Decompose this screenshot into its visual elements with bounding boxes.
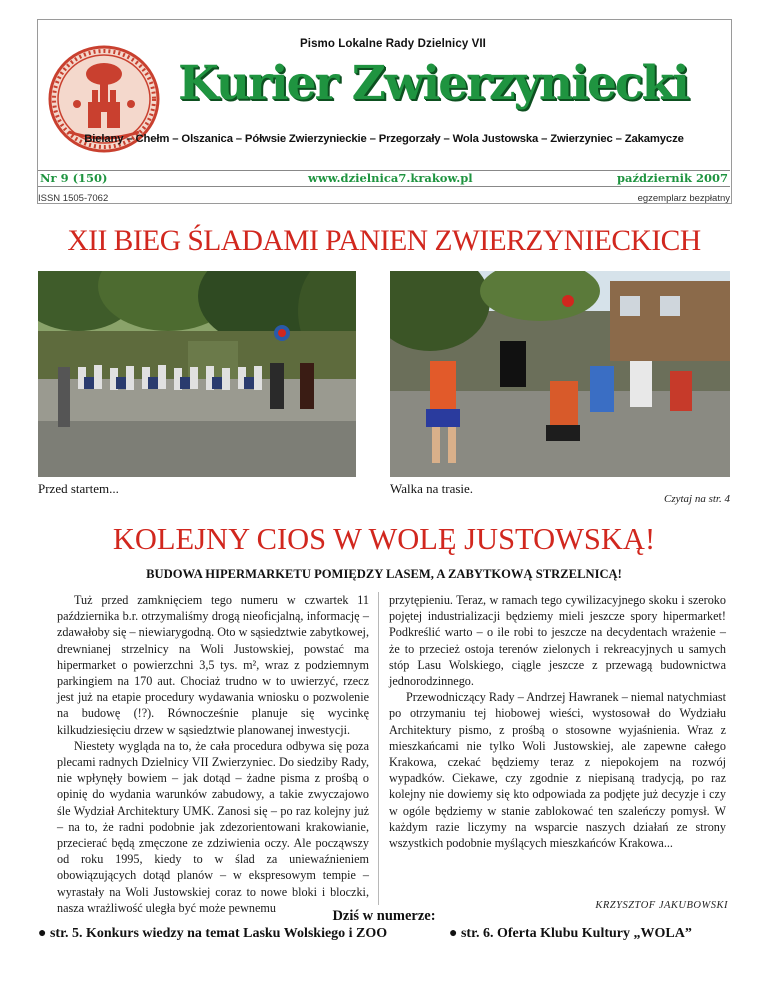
photo-running-race: [390, 271, 730, 477]
caption-right: Walka na trasie.: [390, 481, 474, 496]
issue-number: Nr 9 (150): [40, 171, 108, 185]
story1-headline: XII BIEG ŚLADAMI PANIEN ZWIERZYNIECKICH: [67, 225, 701, 257]
issue-info-bar: [38, 170, 730, 187]
masthead-title: Kurier Zwierzyniecki: [178, 56, 688, 111]
in-this-issue-item-2[interactable]: ● str. 6. Oferta Klubu Kultury „WOLA”: [449, 926, 692, 941]
free-copy-note: egzemplarz bezpłatny: [637, 193, 730, 204]
issue-date: październik 2007: [616, 171, 728, 185]
story2-headline: KOLEJNY CIOS W WOLĘ JUSTOWSKĄ!: [112, 522, 656, 556]
in-this-issue: [0, 908, 768, 948]
story2-subhead: BUDOWA HIPERMARKETU POMIĘDZY LASEM, A ZABYTKOWĄ STRZELNICĄ!: [146, 567, 622, 581]
paragraph: Tuż przed zamknięciem tego numeru w czwartek 11 października b.r. otrzymaliśmy drogą nieoficjalną, informację – zdawałoby się – niewiarygodną. Oto w sąsiedztwie zabytkowej, drewnianej strzelnicy na Woli Justowskiej, powstać ma hipermarket o powierzchni 3,5 tys. m², wraz z podziemnym parkingiem na 170 aut. Chociaż trudno w to uwierzyć, rzecz jest już na etapie procedury wydawania wniosku o pozwolenie na budowę (!?). Równocześnie planuje się wycinkę kilkudziesięciu drzew w sąsiedztwie planowanej inwestycji.: [57, 593, 369, 737]
column-divider: [378, 592, 379, 905]
article-column-2: [389, 592, 726, 851]
photo-before-start: [38, 271, 356, 477]
author-byline: KRZYSZTOF JAKUBOWSKI: [595, 900, 728, 911]
districts-list: Bielany – Chełm – Olszanica – Półwsie Zwierzynieckie – Przegorzały – Wola Justowska – Zwierzyniec – Zakamycze: [84, 133, 684, 145]
article-column-1: [57, 592, 369, 916]
in-this-issue-title: Dziś w numerze:: [332, 908, 436, 924]
tagline: Pismo Lokalne Rady Dzielnicy VII: [300, 38, 486, 50]
caption-left: Przed startem...: [38, 481, 119, 496]
website-link[interactable]: www.dzielnica7.krakow.pl: [308, 171, 473, 185]
paragraph: Przewodniczący Rady – Andrzej Hawranek – niemal natychmiast po otrzymaniu tej hiobowej wieści, wystosował do Wydziału Architektury pismo, z prośbą o stosowne wyjaśnienia. Wraz z mieszkańcami nie tylko Woli Justowskiej, ale zapewne całego Krakowa, czekać będziemy teraz z niepokojem na rozwój wypadków. Ciekawe, czy zgodnie z niepisaną tradycją, po raz kolejny nie dowiemy się kto odpowiada za podjęte już decyzje i czy w ogóle będziemy w stanie zablokować ten szaleńczy pomysł. W każdym razie liczymy na wsparcie naszych działań ze strony wszystkich podobnie myślących mieszkańców Krakowa...: [389, 690, 726, 851]
paragraph: Niestety wygląda na to, że cała procedura odbywa się poza plecami radnych Dzielnicy VII Zwierzyniec. Do siedziby Rady, nie wpłynęły bowiem – jak dotąd – żadne pisma z prośbą o opinię do wydania warunków zabudowy, a takie zwyczajowo śle Wydział Architektury UMK. Zanosi się – po raz kolejny już – na to, że radni podobnie jak zdezorientowani krakowianie, przecierać będą zmęczone ze zdziwienia oczy. Ale począwszy od roku 1995, kiedy to w ślad za uniewaźnieniem obowiązujących dotąd planów – w ekspresowym tempie – wyrastały na Woli Justowskiej coraz to nowe bloki i bloczki, nasza wrażliwość uległa być może pewnemu: [57, 738, 369, 915]
issn: ISSN 1505-7062: [38, 193, 109, 204]
read-more-link[interactable]: Czytaj na str. 4: [663, 493, 730, 505]
in-this-issue-item-1[interactable]: ● str. 5. Konkurs wiedzy na temat Lasku Wolskiego i ZOO: [38, 926, 388, 941]
paragraph: przytępieniu. Teraz, w ramach tego cywilizacyjnego skoku i szeroko pojętej industrializacji będziemy mieli jeszcze spory hipermarket! Podkreślić warto – o ile robi to jeszcze na decydentach wrażenie – że to przecież ostoja terenów zielonych i rekreacyjnych u samych stóp Lasu Wolskiego, ciągle jeszcze z przewagą budownictwa jednorodzinnego.: [389, 593, 726, 689]
